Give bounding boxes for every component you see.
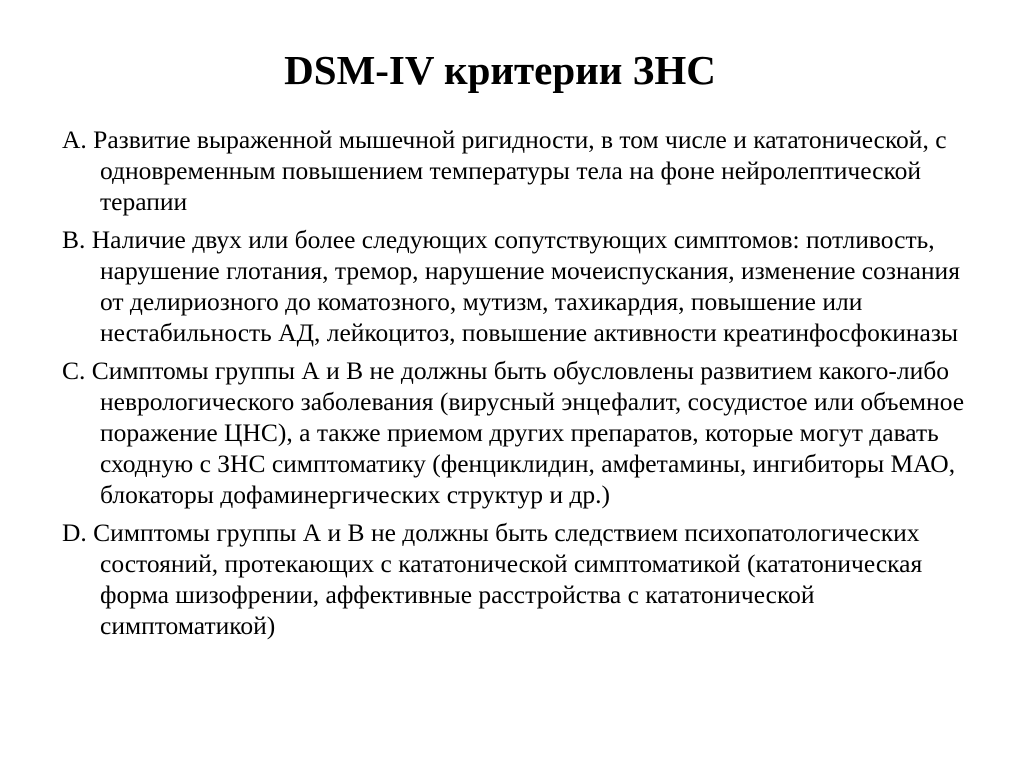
criterion-b: B. Наличие двух или более следующих сопутствующих симптомов: потливость, нарушение глотания, тремор, нарушение мочеиспускания, изменение сознания от делириозного до коматозного, мутизм, тахикардия, повышение или нестабильность АД, лейкоцитоз, повышение активности креатинфосфокиназы bbox=[62, 225, 960, 347]
criterion-c: C. Симптомы группы А и В не должны быть обусловлены развитием какого-либо неврологического заболевания (вирусный энцефалит, сосудистое или объемное поражение ЦНС), а также приемом других препаратов, которые могут давать сходную с ЗНС симптоматику (фенциклидин, амфетамины, ингибиторы МАО, блокаторы дофаминергических структур и др.) bbox=[62, 356, 965, 509]
criteria-list bbox=[62, 124, 982, 648]
criterion-d: D. Симптомы группы А и В не должны быть следствием психопатологических состояний, протекающих с кататонической симптоматикой (кататоническая форма шизофрении, аффективные расстройства с кататонической симптоматикой) bbox=[62, 518, 923, 640]
slide-title: DSM-IV критерии ЗНС bbox=[284, 47, 716, 93]
criterion-a: A. Развитие выраженной мышечной ригидности, в том числе и кататонической, с одновременным повышением температуры тела на фоне нейролептической терапии bbox=[62, 125, 947, 216]
